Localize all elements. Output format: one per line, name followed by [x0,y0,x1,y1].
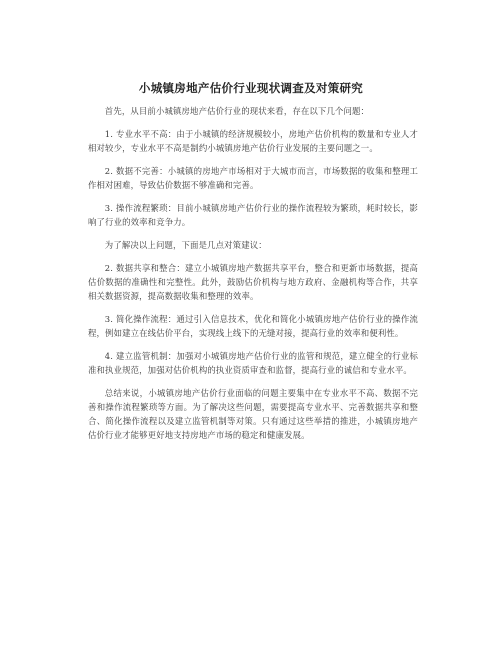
document-body [88,104,418,451]
paragraph-solution-4: 4. 建立监管机制：加强对小城镇房地产估价行业的监管和规范，建立健全的行业标准和执业规范，加强对估价机构的执业资质审查和监督，提高行业的诚信和专业水平。 [88,351,418,375]
paragraph-problem-1: 1. 专业水平不高：由于小城镇的经济规模较小，房地产估价机构的数量和专业人才相对较少，专业水平不高是制约小城镇房地产估价行业发展的主要问题之一。 [88,129,418,153]
document-title: 小城镇房地产估价行业现状调查及对策研究 [138,81,364,95]
paragraph-solution-3: 3. 简化操作流程：通过引入信息技术，优化和简化小城镇房地产估价行业的操作流程，例如建立在线估价平台，实现线上线下的无缝对接，提高行业的效率和便利性。 [88,314,418,338]
paragraph-problem-2: 2. 数据不完善：小城镇的房地产市场相对于大城市而言，市场数据的收集和整理工作相对困难，导致估价数据不够准确和完善。 [88,166,418,190]
paragraph-problem-3: 3. 操作流程繁琐：目前小城镇房地产估价行业的操作流程较为繁琐，耗时较长，影响了行业的效率和竞争力。 [88,203,418,227]
paragraph-conclusion: 总结来说，小城镇房地产估价行业面临的问题主要集中在专业水平不高、数据不完善和操作流程繁琐等方面。为了解决这些问题，需要提高专业水平、完善数据共享和整合、简化操作流程以及建立监管机制等对策。只有通过这些举措的推进，小城镇房地产估价行业才能够更好地支持房地产市场的稳定和健康发展。 [88,388,418,440]
paragraph-transition: 为了解决以上问题，下面是几点对策建议： [104,240,267,250]
paragraph-intro: 首先，从目前小城镇房地产估价行业的现状来看，存在以下几个问题： [104,106,370,116]
paragraph-solution-2: 2. 数据共享和整合：建立小城镇房地产数据共享平台，整合和更新市场数据，提高估价数据的准确性和完整性。此外，鼓励估价机构与地方政府、金融机构等合作，共享相关数据资源，提高数据收集和整理的效率。 [88,263,418,301]
